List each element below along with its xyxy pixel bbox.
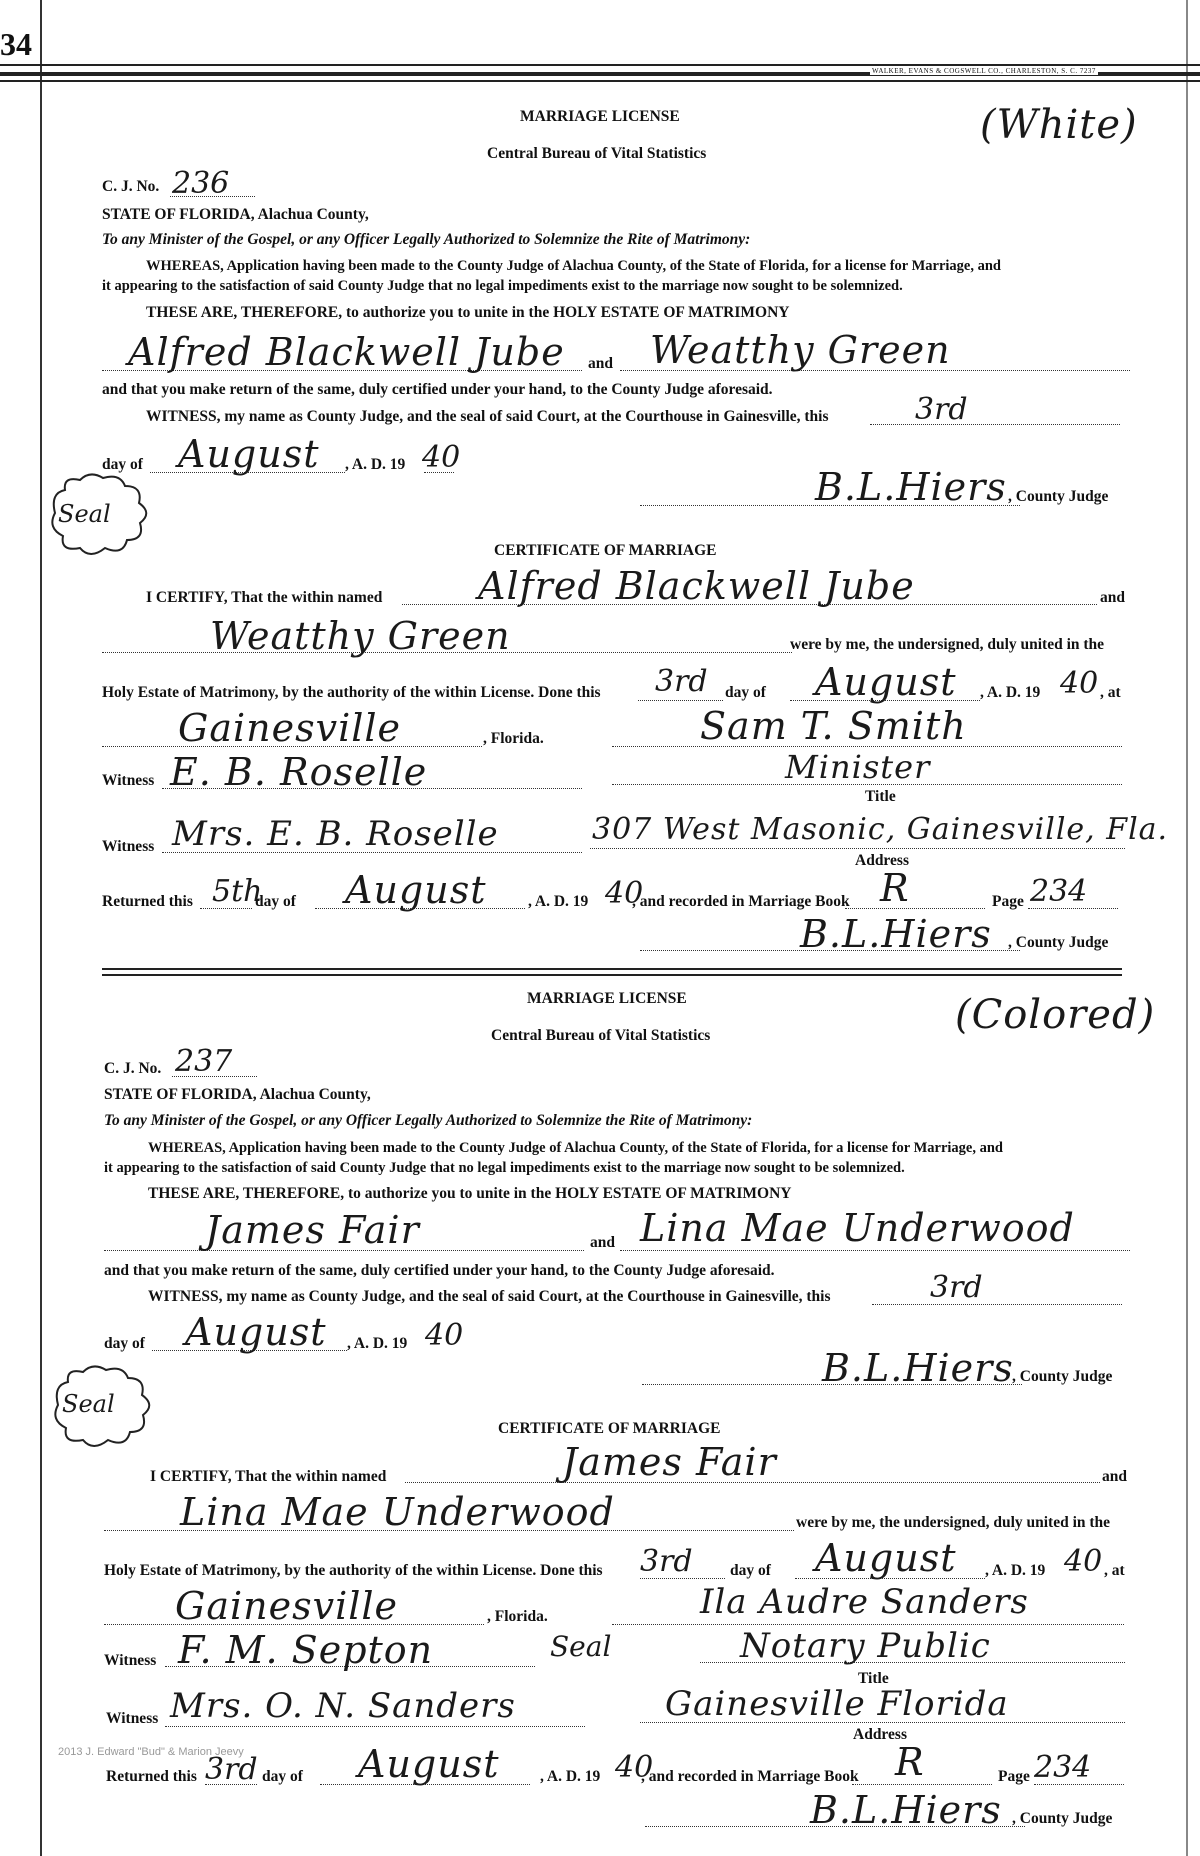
florida-label: , Florida.: [483, 730, 544, 747]
bride-name: Weatthy Green: [650, 328, 951, 372]
race-label-2: (Colored): [955, 992, 1156, 1038]
rec-county-judge: , County Judge: [1008, 934, 1109, 951]
copyright-watermark: 2013 J. Edward "Bud" & Marion Jeevy: [58, 1746, 244, 1758]
returned-ad-2: , A. D. 19: [540, 1768, 601, 1785]
done-day: 3rd: [655, 664, 708, 699]
page-no-2: 234: [1034, 1750, 1092, 1785]
witness-text-2: WITNESS, my name as County Judge, and the seal of said Court, at the Courthouse in Gainesville, this: [148, 1288, 831, 1305]
whereas-1-2: WHEREAS, Application having been made to the County Judge of Alachua County, of the State of Florida, for a license for Marriage, and: [148, 1140, 1003, 1156]
returned-month: August: [345, 868, 487, 912]
bride-line-2: [620, 1250, 1130, 1251]
returned-day-of-2: day of: [262, 1768, 303, 1785]
officiant: Sam T. Smith: [700, 704, 967, 748]
done-day-of: day of: [725, 684, 766, 701]
were-by-me-2: were by me, the undersigned, duly united in the: [796, 1514, 1111, 1531]
done-month: August: [815, 660, 957, 704]
whereas-2: it appearing to the satisfaction of said County Judge that no legal impediments exist to the marriage now sought to be solemnized.: [102, 278, 903, 294]
bureau-label-2: Central Bureau of Vital Statistics: [491, 1027, 711, 1044]
groom-name: Alfred Blackwell Jube: [128, 330, 565, 374]
these-are-2: THESE ARE, THEREFORE, to authorize you to unite in the HOLY ESTATE OF MATRIMONY: [148, 1185, 792, 1202]
address-label-2: Address: [853, 1726, 907, 1743]
witness-1-2: F. M. Septon: [178, 1628, 434, 1672]
book-line-2: [852, 1784, 992, 1785]
seal-label-2: Seal: [62, 1390, 115, 1418]
done-day-2: 3rd: [640, 1544, 693, 1579]
done-month-2: August: [815, 1536, 957, 1580]
return-text-2: and that you make return of the same, duly certified under your hand, to the County Judge aforesaid.: [104, 1262, 775, 1279]
to-minister-2: To any Minister of the Gospel, or any Officer Legally Authorized to Solemnize the Rite of Matrimony:: [104, 1112, 753, 1129]
holy-estate: Holy Estate of Matrimony, by the authority of the within License. Done this: [102, 684, 601, 701]
returned-day: 5th: [212, 874, 263, 909]
witness-2: Mrs. E. B. Roselle: [172, 814, 499, 854]
to-minister: To any Minister of the Gospel, or any Officer Legally Authorized to Solemnize the Rite of Matrimony:: [102, 231, 751, 248]
done-at: , at: [1100, 684, 1121, 701]
state-line: STATE OF FLORIDA, Alachua County,: [102, 206, 369, 223]
license-title-2: MARRIAGE LICENSE: [527, 990, 687, 1007]
year-2: 40: [425, 1318, 464, 1353]
title-value: Minister: [785, 748, 931, 786]
returned-label-2: Returned this: [106, 1768, 197, 1785]
witness-2-2: Mrs. O. N. Sanders: [170, 1686, 516, 1726]
page-label: Page: [992, 893, 1024, 910]
ad-label: , A. D. 19: [345, 456, 406, 473]
done-ad: , A. D. 19: [980, 684, 1041, 701]
page-label-2: Page: [998, 1768, 1030, 1785]
cert-groom: Alfred Blackwell Jube: [478, 564, 915, 608]
page-number: 34: [0, 26, 32, 62]
officiant-line-2: [612, 1624, 1124, 1625]
rec-judge-signature: B.L.Hiers: [800, 912, 992, 956]
returned-month-2: August: [358, 1742, 500, 1786]
done-year: 40: [1060, 666, 1099, 701]
witness-1-label: Witness: [102, 772, 155, 789]
returned-day-of: day of: [255, 893, 296, 910]
address-label: Address: [855, 852, 909, 869]
witness-1-label-2: Witness: [104, 1652, 157, 1669]
officiant-2: Ila Audre Sanders: [700, 1582, 1029, 1622]
cert-groom-2: James Fair: [562, 1440, 777, 1484]
state-line-2: STATE OF FLORIDA, Alachua County,: [104, 1086, 371, 1103]
left-border-line: [40, 0, 42, 1856]
done-at-2: , at: [1104, 1562, 1125, 1579]
cert-bride-2: Lina Mae Underwood: [180, 1490, 615, 1534]
book-value: R: [880, 866, 910, 910]
witness-day-2: 3rd: [930, 1270, 983, 1305]
witness-day: 3rd: [915, 392, 968, 427]
cert-and-2: and: [1102, 1468, 1127, 1485]
witness-day-line: [870, 424, 1120, 425]
top-rule-3: [0, 80, 1200, 82]
day-of-label-2: day of: [104, 1335, 145, 1352]
returned-ad: , A. D. 19: [528, 893, 589, 910]
these-are: THESE ARE, THEREFORE, to authorize you to unite in the HOLY ESTATE OF MATRIMONY: [146, 304, 790, 321]
place: Gainesville: [178, 706, 402, 750]
bureau-label: Central Bureau of Vital Statistics: [487, 145, 707, 162]
cj-no-value: 236: [172, 166, 230, 201]
printer-imprint: WALKER, EVANS & COGSWELL CO., CHARLESTON, S. C. 7237: [872, 67, 1096, 75]
florida-label-2: , Florida.: [487, 1608, 548, 1625]
cj-no-value-2: 237: [175, 1044, 233, 1079]
witness-2-line-2: [165, 1726, 585, 1727]
cert-seal-label-2: Seal: [550, 1630, 612, 1663]
recorded-label-2: , and recorded in Marriage Book: [641, 1768, 859, 1785]
done-day-line: [638, 700, 723, 701]
returned-year: 40: [605, 876, 644, 911]
returned-year-2: 40: [615, 1750, 654, 1785]
cj-no-label: C. J. No.: [102, 178, 160, 195]
cert-title-2: CERTIFICATE OF MARRIAGE: [498, 1420, 721, 1437]
county-judge-label: , County Judge: [1008, 488, 1109, 505]
groom-name-2: James Fair: [205, 1208, 420, 1252]
done-year-2: 40: [1064, 1544, 1103, 1579]
right-border-line: [1186, 0, 1188, 1856]
record-divider-2: [102, 974, 1122, 976]
and-label-2: and: [590, 1234, 615, 1251]
witness-2-label-2: Witness: [106, 1710, 159, 1727]
book-value-2: R: [895, 1740, 925, 1784]
address-line: [590, 848, 1125, 849]
cert-and: and: [1100, 589, 1125, 606]
title-label-2: Title: [858, 1670, 889, 1687]
whereas-2-2: it appearing to the satisfaction of said County Judge that no legal impediments exist to the marriage now sought to be solemnized.: [104, 1160, 905, 1176]
title-label: Title: [865, 788, 896, 805]
recorded-label: , and recorded in Marriage Book: [632, 893, 850, 910]
address-value-2: Gainesville Florida: [665, 1684, 1009, 1724]
page-no: 234: [1030, 874, 1088, 909]
race-label: (White): [980, 102, 1138, 148]
and-label: and: [588, 355, 613, 372]
judge-signature-2: B.L.Hiers: [822, 1346, 1014, 1390]
title-value-2: Notary Public: [740, 1626, 991, 1666]
whereas-1: WHEREAS, Application having been made to the County Judge of Alachua County, of the State of Florida, for a license for Marriage, and: [146, 258, 1001, 274]
day-of-label: day of: [102, 456, 143, 473]
returned-label: Returned this: [102, 893, 193, 910]
cj-no-label-2: C. J. No.: [104, 1060, 162, 1077]
holy-estate-2: Holy Estate of Matrimony, by the authority of the within License. Done this: [104, 1562, 603, 1579]
county-judge-label-2: , County Judge: [1012, 1368, 1113, 1385]
year: 40: [422, 440, 461, 475]
bride-name-2: Lina Mae Underwood: [640, 1206, 1075, 1250]
rec-county-judge-2: , County Judge: [1012, 1810, 1113, 1827]
month-2: August: [185, 1310, 327, 1354]
witness-day-line-2: [872, 1304, 1122, 1305]
month: August: [178, 432, 320, 476]
address-value: 307 West Masonic, Gainesville, Fla.: [592, 812, 1169, 847]
certify-text: I CERTIFY, That the within named: [146, 589, 383, 606]
license-title: MARRIAGE LICENSE: [520, 108, 680, 125]
done-day-of-2: day of: [730, 1562, 771, 1579]
place-2: Gainesville: [175, 1584, 399, 1628]
rec-judge-signature-2: B.L.Hiers: [810, 1788, 1002, 1832]
seal-label: Seal: [58, 500, 111, 528]
were-by-me: were by me, the undersigned, duly united in the: [790, 636, 1105, 653]
certify-text-2: I CERTIFY, That the within named: [150, 1468, 387, 1485]
witness-2-label: Witness: [102, 838, 155, 855]
top-rule-1: [0, 64, 1200, 66]
return-text: and that you make return of the same, duly certified under your hand, to the County Judge aforesaid.: [102, 381, 773, 398]
cert-bride: Weatthy Green: [210, 614, 511, 658]
witness-text: WITNESS, my name as County Judge, and the seal of said Court, at the Courthouse in Gainesville, this: [146, 408, 829, 425]
cert-title: CERTIFICATE OF MARRIAGE: [494, 542, 717, 559]
record-divider-1: [102, 968, 1122, 970]
witness-1: E. B. Roselle: [170, 750, 428, 794]
returned-day-2: 3rd: [205, 1752, 258, 1787]
judge-signature: B.L.Hiers: [815, 465, 1007, 509]
book-line: [845, 908, 985, 909]
done-ad-2: , A. D. 19: [985, 1562, 1046, 1579]
ad-label-2: , A. D. 19: [347, 1335, 408, 1352]
